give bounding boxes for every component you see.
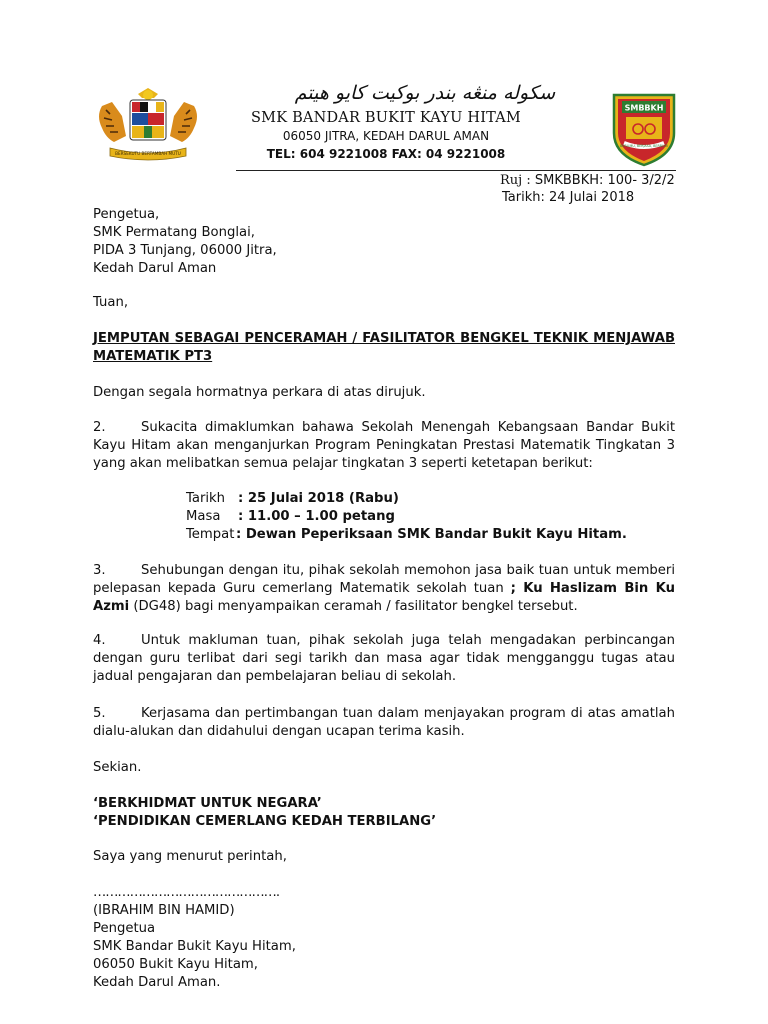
paragraph-text: (DG48) bagi menyampaikan ceramah / fasilitator bengkel tersebut.: [129, 599, 578, 614]
jawi-school-name: سکوله منڠه بندر بوکيت کايو هيتم: [294, 84, 556, 104]
sign-off: Saya yang menurut perintah,: [93, 849, 287, 864]
recipient-line: Pengetua,: [93, 207, 160, 222]
coat-of-arms-icon: [92, 86, 204, 164]
closing: Sekian.: [93, 760, 142, 775]
paragraph-text: Sehubungan dengan itu, pihak sekolah memohon jasa baik tuan untuk memberi pelepasan kepada Guru cemerlang Matematik sekolah tuan: [93, 563, 675, 596]
motto-2: ‘PENDIDIKAN CEMERLANG KEDAH TERBILANG’: [93, 814, 437, 829]
paragraph-3: [93, 562, 675, 616]
signatory-line: SMK Bandar Bukit Kayu Hitam,: [93, 939, 296, 954]
paragraph-number: 5.: [93, 706, 106, 721]
paragraph-text: Sukacita dimaklumkan bahawa Sekolah Menengah Kebangsaan Bandar Bukit Kayu Hitam akan menganjurkan Program Peningkatan Prestasi Matematik Tingkatan 3 yang akan melibatkan semua pelajar tingkatan 3 seperti ketetapan berikut:: [93, 420, 675, 471]
signature-line: ……………………………………….: [93, 885, 280, 900]
recipient-line: Kedah Darul Aman: [93, 261, 217, 276]
opening-paragraph: Dengan segala hormatnya perkara di atas dirujuk.: [93, 385, 426, 400]
reference-value: SMKBBKH: 100- 3/2/2: [534, 173, 675, 188]
detail-label: Masa: [186, 509, 221, 524]
event-details: [186, 490, 627, 544]
paragraph-4: [93, 632, 675, 686]
detail-value: : 11.00 – 1.00 petang: [238, 509, 395, 524]
school-crest-text: SMBBKH: [624, 103, 664, 113]
teacher-name: ; Ku Haslizam Bin Ku Azmi: [93, 581, 676, 614]
school-name: SMK BANDAR BUKIT KAYU HITAM: [251, 110, 521, 126]
signatory-title: Pengetua: [93, 921, 156, 936]
signatory-block: [93, 902, 675, 992]
paragraph-5: [93, 705, 675, 741]
detail-label: Tarikh: [186, 491, 226, 506]
coat-of-arms-motto: BERSEKUTU BERTAMBAH MUTU: [115, 151, 181, 156]
recipient-line: PIDA 3 Tunjang, 06000 Jitra,: [93, 243, 277, 258]
detail-value: : Dewan Peperiksaan SMK Bandar Bukit Kayu Hitam.: [236, 527, 627, 542]
letterhead: [0, 0, 768, 175]
paragraph-number: 4.: [93, 633, 106, 648]
recipient-address: [93, 206, 675, 278]
paragraph-text: Untuk makluman tuan, pihak sekolah juga telah mengadakan perbincangan dengan guru terlibat dari segi tarikh dan masa agar tidak mengganggu tugas atau jadual pengajaran dan pembelajaran beliau di sekolah.: [93, 633, 675, 684]
detail-label: Tempat: [186, 527, 235, 542]
school-telephone: TEL: 604 9221008 FAX: 04 9221008: [266, 147, 506, 161]
detail-value: : 25 Julai 2018 (Rabu): [238, 491, 399, 506]
paragraph-number: 3.: [93, 563, 106, 578]
recipient-line: SMK Permatang Bonglai,: [93, 225, 255, 240]
salutation: Tuan,: [93, 295, 129, 310]
paragraph-number: 2.: [93, 420, 106, 435]
school-crest-icon: [612, 93, 676, 167]
signatory-name: (IBRAHIM BIN HAMID): [93, 903, 235, 918]
motto-1: ‘BERKHIDMAT UNTUK NEGARA’: [93, 796, 322, 811]
letterhead-divider: [236, 170, 676, 171]
letter-date: Tarikh: 24 Julai 2018: [502, 190, 635, 205]
letter-subject: JEMPUTAN SEBAGAI PENCERAMAH / FASILITATOR BENGKEL TEKNIK MENJAWAB MATEMATIK PT3: [93, 331, 675, 364]
reference-label: Ruj :: [500, 173, 531, 188]
paragraph-text: Kerjasama dan pertimbangan tuan dalam menjayakan program di atas amatlah dialu-alukan dan didahului dengan ucapan terima kasih.: [93, 706, 675, 739]
school-crest-motto: BERILMU, BERJASA, BERBUDI: [620, 144, 668, 148]
signatory-line: Kedah Darul Aman.: [93, 975, 221, 990]
reference-number: [500, 172, 675, 190]
signatory-line: 06050 Bukit Kayu Hitam,: [93, 957, 258, 972]
school-address: 06050 JITRA, KEDAH DARUL AMAN: [282, 129, 490, 143]
paragraph-2: [93, 419, 675, 473]
